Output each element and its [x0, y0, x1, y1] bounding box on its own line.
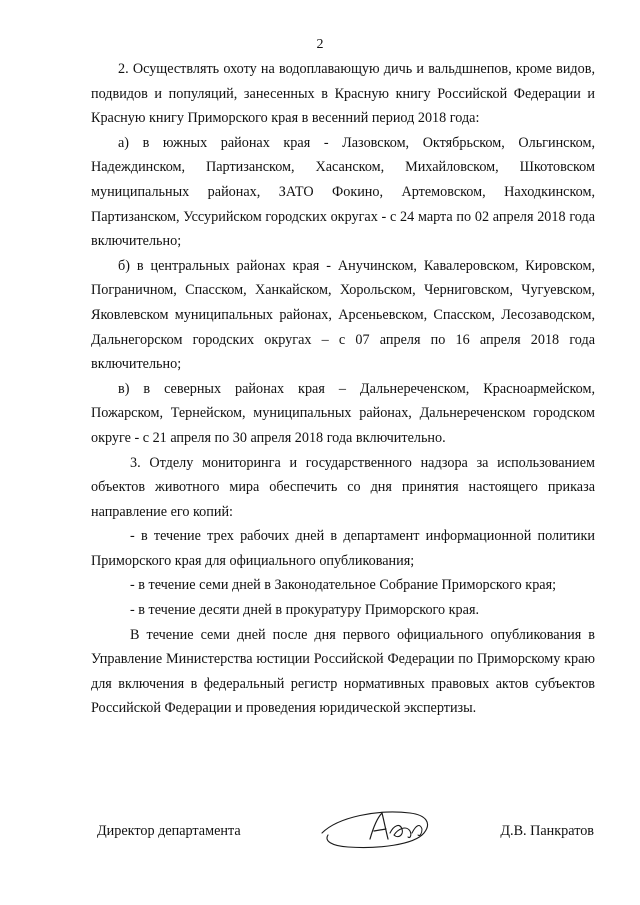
- page-number: 2: [316, 37, 324, 52]
- signatory-title: Директор департамента: [97, 823, 241, 839]
- document-body: [91, 57, 595, 721]
- paragraph-hunting-permission: 2. Осуществлять охоту на водоплавающую дичь и вальдшнепов, кроме видов, подвидов и популяций, занесенных в Красную книгу Российской Федерации и Красную книгу Приморского края в весенний период 2018 года:: [91, 61, 595, 127]
- paragraph-monitoring-department: 3. Отделу мониторинга и государственного надзора за использованием объектов животного мира обеспечить со дня принятия настоящего приказа направление его копий:: [91, 454, 595, 520]
- handwritten-signature: [318, 803, 438, 853]
- paragraph-copy-information-policy: - в течение трех рабочих дней в департамент информационной политики Приморского края для официального опубликования;: [91, 528, 595, 569]
- signatory-name: Д.В. Панкратов: [500, 823, 594, 839]
- paragraph-copy-prosecutor: - в течение десяти дней в прокуратуру Приморского края.: [130, 602, 480, 619]
- paragraph-copy-legislative-assembly: - в течение семи дней в Законодательное Собрание Приморского края;: [130, 577, 557, 594]
- paragraph-ministry-of-justice: В течение семи дней после дня первого официального опубликования в Управление Министерства юстиции Российской Федерации по Приморскому краю для включения в федеральный регистр нормативных правовых актов субъектов Российской Федерации и проведения юридической экспертизы.: [91, 626, 595, 717]
- paragraph-southern-districts: а) в южных районах края - Лазовском, Октябрьском, Ольгинском, Надеждинском, Партизанском, Хасанском, Михайловском, Шкотовском муниципальных районах, ЗАТО Фокино, Артемовском, Находкинском, Партизанском, Уссурийском городских округах - с 24 марта по 02 апреля 2018 года включительно;: [91, 134, 595, 250]
- paragraph-northern-districts: в) в северных районах края – Дальнереченском, Красноармейском, Пожарском, Тернейском, муниципальных районах, Дальнереченском городском округе - с 21 апреля по 30 апреля 2018 года включительно.: [91, 380, 595, 446]
- paragraph-central-districts: б) в центральных районах края - Анучинском, Кавалеровском, Кировском, Пограничном, Спасском, Ханкайском, Хорольском, Черниговском, Чугуевском, Яковлевском муниципальных районах, Арсеньевском, Спасском, Лесозаводском, Дальнегорском городских округах – с 07 апреля по 16 апреля 2018 года включительно;: [91, 257, 595, 373]
